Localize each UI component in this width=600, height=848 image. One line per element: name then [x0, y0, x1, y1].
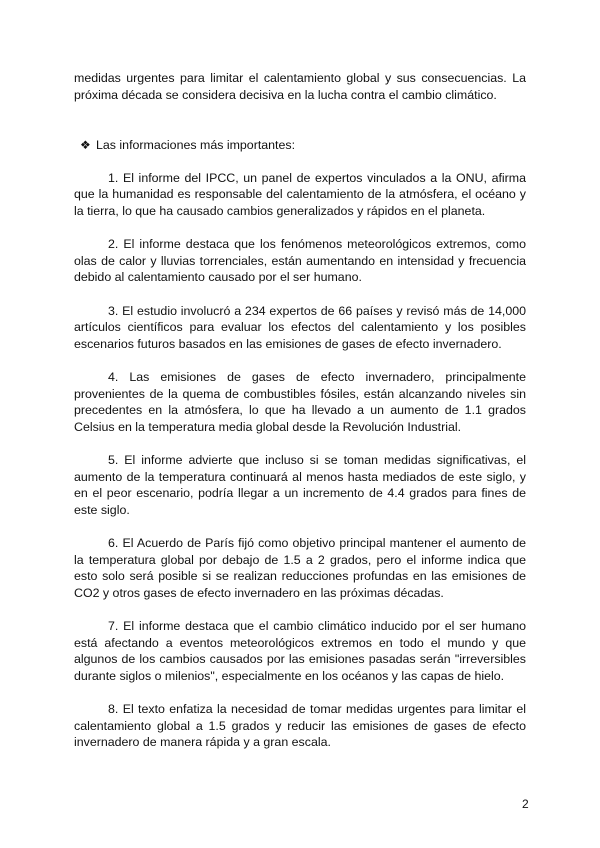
document-page — [74, 70, 526, 768]
section-heading-text: Las informaciones más importantes: — [96, 138, 296, 152]
list-item: 4. Las emisiones de gases de efecto invernadero, principalmente provenientes de la quema de combustibles fósiles, están alcanzando niveles sin precedentes en la atmósfera, lo que ha llevado a un aumento de 1.1 grados Celsius en la temperatura media global desde la Revolución Industrial. — [74, 370, 526, 434]
section-heading — [74, 137, 526, 154]
list-item: 5. El informe advierte que incluso si se toman medidas significativas, el aumento de la temperatura continuará al menos hasta mediados de este siglo, y en el peor escenario, podría llegar a un incremento de 4.4 grados para fines de este siglo. — [74, 453, 526, 517]
diamond-bullet-icon: ❖ — [80, 138, 91, 152]
list-item: 7. El informe destaca que el cambio climático inducido por el ser humano está afectando a eventos meteorológicos extremos en todo el mundo y que algunos de los cambios causados por las emisiones pasadas serán "irreversibles durante siglos o milenios", especialmente en los océanos y las capas de hielo. — [74, 619, 526, 683]
list-item: 2. El informe destaca que los fenómenos meteorológicos extremos, como olas de calor y lluvias torrenciales, están aumentando en intensidad y frecuencia debido al calentamiento causado por el ser humano. — [74, 237, 526, 284]
list-item: 3. El estudio involucró a 234 expertos de 66 países y revisó más de 14,000 artículos científicos para evaluar los efectos del calentamiento y los posibles escenarios futuros basados en las emisiones de gases de efecto invernadero. — [74, 303, 526, 351]
page-number: 2 — [522, 797, 529, 811]
list-item: 8. El texto enfatiza la necesidad de tomar medidas urgentes para limitar el calentamiento global a 1.5 grados y reducir las emisiones de gases de efecto invernadero de manera rápida y a gran escala. — [74, 702, 526, 749]
intro-paragraph: medidas urgentes para limitar el calentamiento global y sus consecuencias. La próxima década se considera decisiva en la lucha contra el cambio climático. — [74, 71, 526, 102]
list-item: 1. El informe del IPCC, un panel de expertos vinculados a la ONU, afirma que la humanidad es responsable del calentamiento de la atmósfera, el océano y la tierra, lo que ha causado cambios generalizados y rápidos en el planeta. — [74, 170, 526, 218]
list-item: 6. El Acuerdo de París fijó como objetivo principal mantener el aumento de la temperatura global por debajo de 1.5 a 2 grados, pero el informe indica que esto solo será posible si se realizan reducciones profundas en las emisiones de CO2 y otros gases de efecto invernadero en las próximas décadas. — [74, 536, 526, 600]
